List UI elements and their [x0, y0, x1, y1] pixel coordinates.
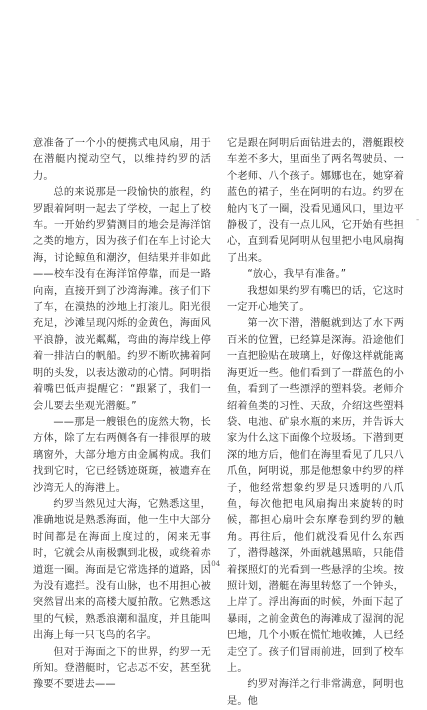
paragraph: 总的来说那是一段愉快的旅程，约罗跟着阿明一起去了学校，一起上了校车。一开始约罗猜测目的地会是海洋馆之类的地方，因为孩子们在车上讨论大海，讨论鲸鱼和潮汐，但结果并非如此——校车没有在海洋馆停靠，而是一路向南，直接开到了沙湾海滩。孩子们下了车，在漠热的沙地上打滚儿。阳光很充足，沙滩呈现闪烁的金黄色，海面风平浪静，波光粼粼，弯曲的海岸线上停着一排洁白的帆船。约罗不断吹拂着阿明的头发，以表达激动的心情。阿明指着嘴巴低声提醒它：“跟紧了，我们一会儿要去坐观光潜艇。” [33, 187, 211, 412]
page-number: 104 [206, 560, 221, 568]
paragraph: “放心，我早有准备。” [247, 269, 347, 281]
paragraph: 但对于海面之下的世界，约罗一无所知。登潜艇时，它忐忑不安，甚至犹豫要不要进去—— [33, 646, 211, 691]
paragraph: 它是跟在阿明后面钻进去的，潜艇跟校车差不多大，里面坐了两名驾驶员、一个老师、八个孩子。娜娜也在，她穿着蓝色的裙子，坐在阿明的右边。约罗在舱内飞了一圈，没看见通风口，里边平静极了，没有一点儿风，它开始有些担心，直到看见阿明从包里把小电风扇掏了出来。 [227, 138, 404, 264]
paragraph: 意准备了一个小的便携式电风扇，用于在潜艇内搅动空气，以维持约罗的活力。 [33, 138, 211, 182]
paragraph: 第一次下潜，潜艇就到达了水下两百米的位置，已经算是深海。沿途他们一直把脸贴在玻璃上，好像这样就能离海更近一些。他们看到了一群蓝色的小鱼，看到了一些漂浮的塑料袋。老师介绍着鱼类的习性、天敌，介绍这些塑料袋、电池、矿泉水瓶的来历，并告诉大家为什么这下面像个垃圾场。下潜到更深的地方后，他们在海里看见了几只八爪鱼，阿明说，那是他想象中约罗的样子，他经常想象约罗是只透明的八爪鱼，每次他把电风扇掏出来旋转的时候，都担心扇叶会东摩卷到约罗的触角。再往后，他们就没看见什么东西了，潜得越深，外面就越黑暗，只能借着探照灯的光看到一些悬浮的尘埃。按照计划，潜艇在海里转悠了一个钟头，上岸了。浮出海面的时候，外面下起了暴雨，之前金黄色的海滩成了湿润的泥巴地，几个小贩在慌忙地收摊，人已经走空了。孩子们冒雨前进，回到了校车上。 [227, 318, 404, 674]
left-text-column [33, 136, 211, 694]
paragraph: 我想如果约罗有嘴巴的话，它这时一定开心地笑了。 [227, 285, 404, 314]
right-text-column [227, 136, 404, 710]
margin-mark: - [416, 215, 420, 225]
paragraph: ——那是一艘银色的庞然大物，长方体，除了左右两侧各有一排很厚的玻璃窗外，大部分地方由金属构成。我们找到它时，它已经锈迹斑斑，被遗弃在沙湾无人的海港上。 [33, 416, 211, 494]
paragraph: 约罗当然见过大海，它熟悉这里，准确地说是熟悉海面，他一生中大部分时间都是在海面上度过的，闲来无事时，它就会从南极飘到北极，或绕着赤道逛一圈。海面是它常选择的道路，因为没有遮拦。没有山脉，也不用担心被突然冒出来的高楼大厦拍散。它熟悉这里的气候，熟悉浪潮和温度，并且能叫出海上每一只飞鸟的名字。 [33, 498, 211, 642]
paragraph: 约罗对海洋之行非常满意，阿明也是。他 [227, 679, 404, 707]
